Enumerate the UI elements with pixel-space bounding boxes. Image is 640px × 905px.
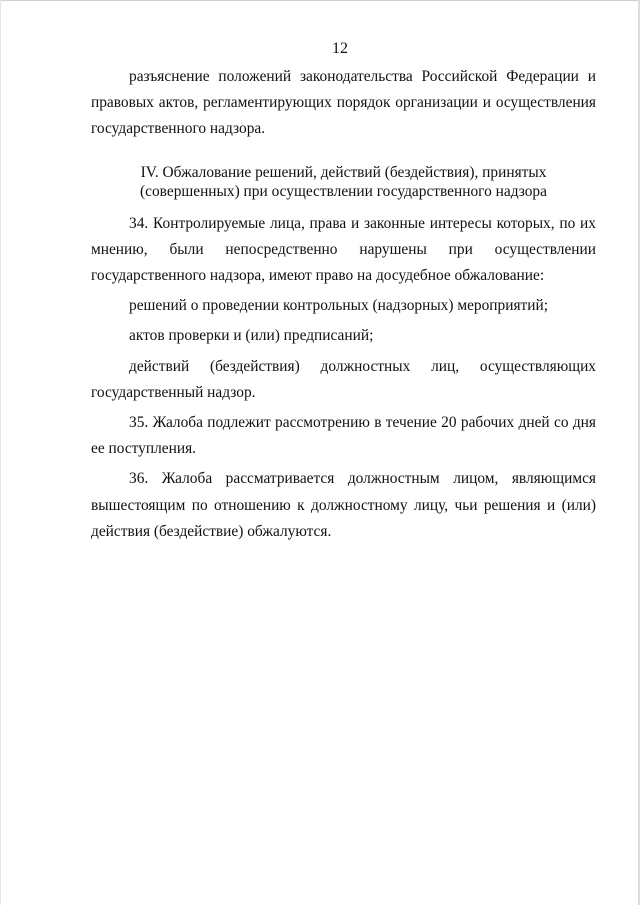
- scan-edge-left: [0, 0, 1, 905]
- scan-edge-top: [0, 0, 640, 1]
- paragraph-35: 35. Жалоба подлежит рассмотрению в течение 20 рабочих дней со дня ее поступления.: [91, 414, 596, 458]
- paragraph-34-item-2: актов проверки и (или) предписаний;: [129, 327, 374, 345]
- section-heading-line-1: IV. Обжалование решений, действий (бездействия), принятых: [140, 163, 547, 181]
- section-heading: [91, 163, 596, 201]
- paragraph-36: 36. Жалоба рассматривается должностным лицом, являющимся вышестоящим по отношению к должностному лицу, чьи решения и (или) действия (бездействие) обжалуются.: [91, 470, 596, 540]
- paragraph-34-item-1: решений о проведении контрольных (надзорных) мероприятий;: [129, 297, 549, 315]
- document-body: [91, 64, 596, 545]
- paragraph-34: 34. Контролируемые лица, права и законные интересы которых, по их мнению, были непосредственно нарушены при осуществлении государственного надзора, имеют право на досудебное обжалование:: [91, 214, 596, 285]
- paragraph-34-item-3: действий (бездействия) должностных лиц, осуществляющих государственный надзор.: [91, 357, 596, 401]
- intro-continuation-paragraph: разъяснение положений законодательства Российской Федерации и правовых актов, регламентирующих порядок организации и осуществления государственного надзора.: [91, 68, 596, 138]
- page-number: 12: [332, 40, 348, 57]
- section-heading-line-2: (совершенных) при осуществлении государственного надзора: [140, 182, 547, 200]
